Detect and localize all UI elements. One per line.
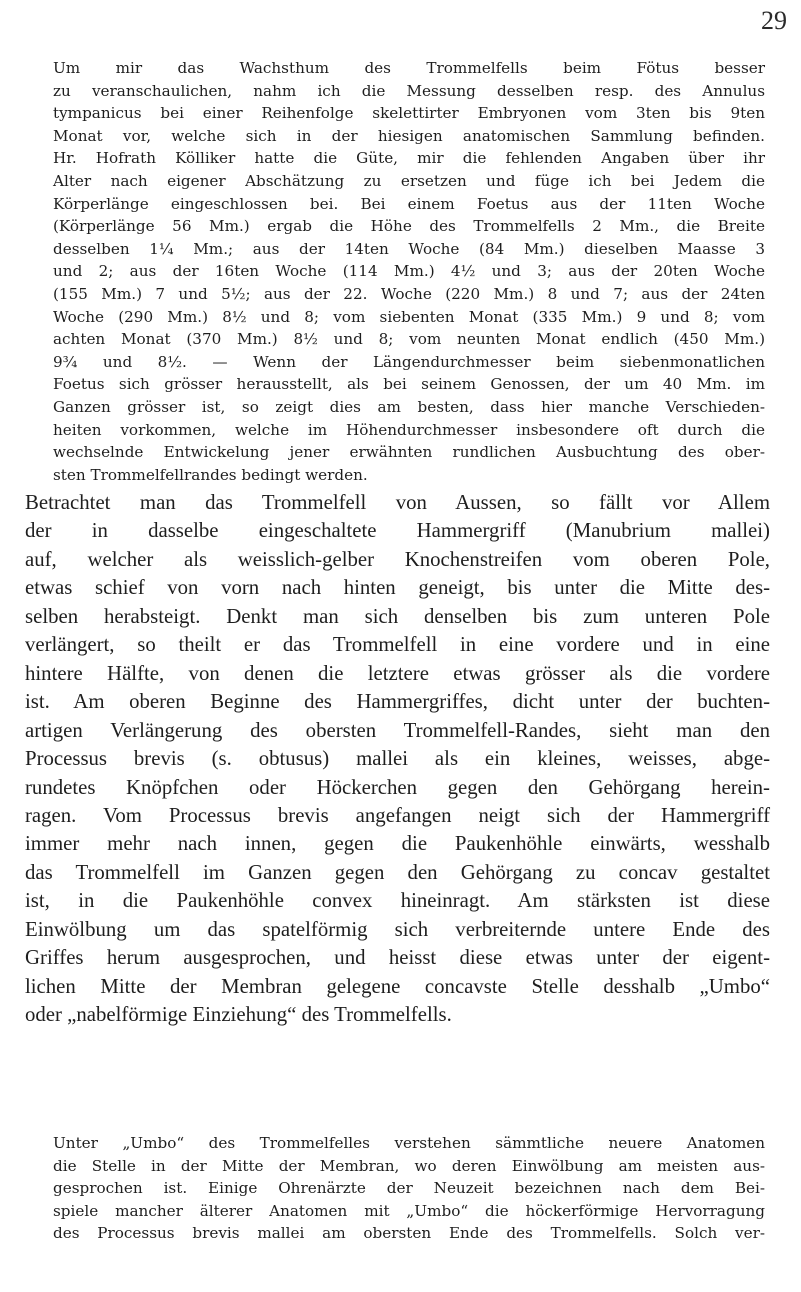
text-line: das Trommelfell im Ganzen gegen den Gehörgang zu concav gestaltet — [25, 860, 770, 884]
text-line: hintere Hälfte, von denen die letztere etwas grösser als die vordere — [25, 661, 770, 685]
text-line: Alter nach eigener Abschätzung zu ersetzen und füge ich bei Jedem die — [53, 171, 765, 190]
text-line: verlängert, so theilt er das Trommelfell in eine vordere und in eine — [25, 633, 770, 657]
text-line: ragen. Vom Processus brevis angefangen neigt sich der Hammergriff — [25, 803, 770, 827]
text-line: gesprochen ist. Einige Ohrenärzte der Neuzeit bezeichnen nach dem Bei- — [53, 1179, 765, 1198]
text-line: Um mir das Wachsthum des Trommelfells beim Fötus besser — [53, 59, 765, 77]
text-line: des Processus brevis mallei am obersten Ende des Trommelfells. Solch ver- — [53, 1224, 765, 1243]
text-line: Processus brevis (s. obtusus) mallei als ein kleines, weisses, abge- — [25, 747, 770, 771]
text-line: Betrachtet man das Trommelfell von Aussen, so fällt vor Allem — [25, 491, 770, 514]
text-line: achten Monat (370 Mm.) 8½ und 8; vom neunten Monat endlich (450 Mm.) — [53, 330, 765, 349]
text-line: Körperlänge eingeschlossen bei. Bei einem Foetus aus der 11ten Woche — [53, 194, 765, 213]
text-line: Monat vor, welche sich in der hiesigen anatomischen Sammlung befinden. — [53, 126, 765, 145]
text-line: Hr. Hofrath Kölliker hatte die Güte, mir die fehlenden Angaben über ihr — [53, 149, 765, 168]
paragraph-main — [25, 489, 770, 1030]
paragraph-footnote — [53, 1132, 765, 1245]
text-line: wechselnde Entwickelung jener erwähnten rundlichen Ausbuchtung des ober- — [53, 443, 765, 462]
text-line: 9¾ und 8½. — Wenn der Längendurchmesser beim siebenmonatlichen — [53, 352, 765, 371]
text-line: zu veranschaulichen, nahm ich die Messung desselben resp. des Annulus — [53, 81, 765, 100]
text-line: lichen Mitte der Membran gelegene concavste Stelle desshalb „Umbo“ — [25, 974, 770, 998]
text-line: der in dasselbe eingeschaltete Hammergriff (Manubrium mallei) — [25, 519, 770, 543]
text-line: die Stelle in der Mitte der Membran, wo deren Einwölbung am meisten aus- — [53, 1156, 765, 1175]
text-line: Unter „Umbo“ des Trommelfelles verstehen sämmtliche neuere Anatomen — [53, 1134, 765, 1152]
text-line: (155 Mm.) 7 und 5½; aus der 22. Woche (220 Mm.) 8 und 7; aus der 24ten — [53, 284, 765, 303]
text-line: Ganzen grösser ist, so zeigt dies am besten, dass hier manche Verschieden- — [53, 397, 765, 416]
text-line: und 2; aus der 16ten Woche (114 Mm.) 4½ und 3; aus der 20ten Woche — [53, 262, 765, 281]
text-line: heiten vorkommen, welche im Höhendurchmesser insbesondere oft durch die — [53, 420, 765, 439]
text-line: ist. Am oberen Beginne des Hammergriffes, dicht unter der buchten- — [25, 690, 770, 714]
text-line: Foetus sich grösser herausstellt, als bei seinem Genossen, der um 40 Mm. im — [53, 375, 765, 394]
paragraph-intro — [53, 57, 765, 486]
text-line: Griffes herum ausgesprochen, und heisst diese etwas unter der eigent- — [25, 946, 770, 970]
text-line: Woche (290 Mm.) 8½ und 8; vom siebenten Monat (335 Mm.) 9 und 8; vom — [53, 307, 765, 326]
text-line: selben herabsteigt. Denkt man sich denselben bis zum unteren Pole — [25, 604, 770, 628]
text-line: oder „nabelförmige Einziehung“ des Trommelfells. — [25, 1003, 452, 1027]
text-line: ist, in die Paukenhöhle convex hineinragt. Am stärksten ist diese — [25, 889, 770, 913]
text-line: spiele mancher älterer Anatomen mit „Umbo“ die höckerförmige Hervorragung — [53, 1201, 765, 1220]
text-line: (Körperlänge 56 Mm.) ergab die Höhe des Trommelfells 2 Mm., die Breite — [53, 217, 765, 236]
text-line: sten Trommelfellrandes bedingt werden. — [53, 465, 368, 484]
page-number: 29 — [761, 6, 787, 35]
text-line: Einwölbung um das spatelförmig sich verbreiternde untere Ende des — [25, 917, 770, 941]
text-line: etwas schief von vorn nach hinten geneigt, bis unter die Mitte des- — [25, 576, 770, 600]
text-line: rundetes Knöpfchen oder Höckerchen gegen den Gehörgang herein- — [25, 775, 770, 799]
text-line: artigen Verlängerung des obersten Trommelfell-Randes, sieht man den — [25, 718, 770, 742]
text-line: immer mehr nach innen, gegen die Paukenhöhle einwärts, wesshalb — [25, 832, 770, 856]
text-line: auf, welcher als weisslich-gelber Knochenstreifen vom oberen Pole, — [25, 547, 770, 571]
text-line: tympanicus bei einer Reihenfolge skelettirter Embryonen vom 3ten bis 9ten — [53, 104, 765, 123]
text-line: desselben 1¼ Mm.; aus der 14ten Woche (84 Mm.) dieselben Maasse 3 — [53, 239, 765, 258]
